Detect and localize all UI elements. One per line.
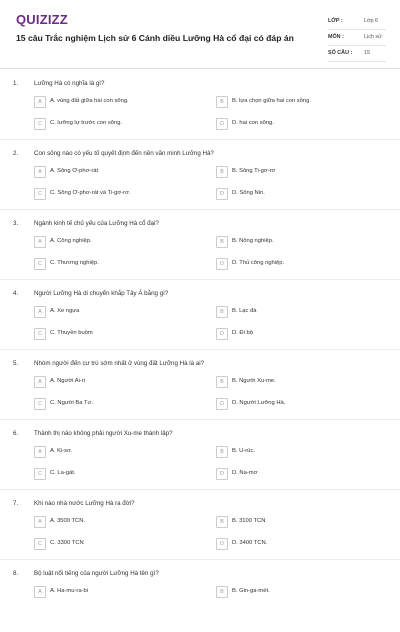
meta-value: Lịch sử <box>364 34 382 40</box>
question-number: 5. <box>13 360 19 367</box>
option-letter-box: D <box>216 328 228 340</box>
question-divider <box>0 209 400 210</box>
question-divider <box>0 559 400 560</box>
option-text: A. 3500 TCN. <box>50 518 86 524</box>
option-letter-box: A <box>34 236 46 248</box>
option-letter-box: A <box>34 306 46 318</box>
question-item <box>0 562 400 632</box>
option-text: B. Gin-ga-mét. <box>232 588 270 594</box>
question-number: 8. <box>13 570 19 577</box>
option-text: C. La-gát. <box>50 470 76 476</box>
option-letter-box: D <box>216 188 228 200</box>
option-letter-box: C <box>34 538 46 550</box>
worksheet-header <box>0 0 400 70</box>
option-text: B. Nông nghiệp. <box>232 238 274 244</box>
option-text: C. lưỡng lự trước con sông. <box>50 120 123 126</box>
option-letter-box: B <box>216 96 228 108</box>
question-text: Khi nào nhà nước Lưỡng Hà ra đời? <box>34 500 135 507</box>
option-letter-box: B <box>216 586 228 598</box>
option-text: D. hai con sông. <box>232 120 274 126</box>
question-divider <box>0 419 400 420</box>
question-item <box>0 422 400 492</box>
option-text: A. vùng đất giữa hai con sông. <box>50 98 129 104</box>
option-text: B. Lạc đà <box>232 308 257 314</box>
meta-value: Lớp 6 <box>364 18 379 24</box>
question-item <box>0 212 400 282</box>
question-number: 1. <box>13 80 19 87</box>
option-text: D. Na-mơ <box>232 470 258 476</box>
option-letter-box: A <box>34 96 46 108</box>
question-text: Nhóm người đến cư trú sớm nhất ở vùng đất Lưỡng Hà là ai? <box>34 360 205 367</box>
meta-label: MÔN : <box>328 34 344 40</box>
meta-label: LỚP : <box>328 18 343 24</box>
question-text: Ngành kinh tế chủ yếu của Lưỡng Hà cổ đại? <box>34 220 159 227</box>
option-text: D. Đi bộ <box>232 330 253 336</box>
page-title: 15 câu Trắc nghiệm Lịch sử 6 Cánh diều Lưỡng Hà cổ đại có đáp án <box>16 33 294 43</box>
option-letter-box: B <box>216 306 228 318</box>
question-text: Bộ luật nổi tiếng của người Lưỡng Hà tên gì? <box>34 570 159 577</box>
option-text: B. 3100 TCN <box>232 518 266 524</box>
option-text: A. Công nghiệp. <box>50 238 92 244</box>
option-letter-box: C <box>34 468 46 480</box>
question-text: Con sông nào có yếu tố quyết định đến nền văn minh Lưỡng Hà? <box>34 150 214 157</box>
option-letter-box: D <box>216 118 228 130</box>
option-letter-box: D <box>216 538 228 550</box>
option-text: C. Thuyền buồm <box>50 330 93 336</box>
option-text: D. Sông Nin. <box>232 190 265 196</box>
option-text: B. Người Xu-me. <box>232 378 276 384</box>
meta-label: SỐ CÂU : <box>328 50 353 56</box>
question-text: Lưỡng Hà có nghĩa là gì? <box>34 80 105 87</box>
option-text: A. Ha-mu-ra-bi <box>50 588 89 594</box>
option-letter-box: A <box>34 376 46 388</box>
option-text: B. Sông Ti-gơ-rơ <box>232 168 276 174</box>
option-text: C. Thương nghiệp. <box>50 260 99 266</box>
option-letter-box: A <box>34 446 46 458</box>
question-item <box>0 72 400 142</box>
meta-info <box>328 14 386 62</box>
question-divider <box>0 279 400 280</box>
option-text: A. Ki-sơ. <box>50 448 73 454</box>
option-text: A. Người Ai-ri <box>50 378 86 384</box>
question-item <box>0 282 400 352</box>
question-item <box>0 142 400 212</box>
question-text: Người Lưỡng Hà di chuyển khắp Tây Á bằng gì? <box>34 290 169 297</box>
option-text: B. U-rúc. <box>232 448 255 454</box>
meta-row-subject <box>328 30 386 46</box>
question-divider <box>0 489 400 490</box>
question-item <box>0 492 400 562</box>
option-letter-box: A <box>34 516 46 528</box>
question-divider <box>0 349 400 350</box>
option-letter-box: C <box>34 258 46 270</box>
option-letter-box: C <box>34 328 46 340</box>
option-text: C. Sông Ơ-phơ-rát và Ti-gơ-rơ. <box>50 190 131 196</box>
option-text: D. 3400 TCN. <box>232 540 268 546</box>
option-text: B. lựa chọn giữa hai con sông. <box>232 98 311 104</box>
option-text: A. Sông Ơ-phơ-rát <box>50 168 99 174</box>
question-text: Thành thị nào không phải người Xu-me thành lập? <box>34 430 173 437</box>
meta-value: 15 <box>364 50 370 56</box>
meta-row-count <box>328 46 386 62</box>
question-number: 4. <box>13 290 19 297</box>
option-letter-box: C <box>34 188 46 200</box>
question-divider <box>0 139 400 140</box>
option-letter-box: C <box>34 118 46 130</box>
option-letter-box: B <box>216 516 228 528</box>
header-divider <box>0 68 400 69</box>
question-number: 6. <box>13 430 19 437</box>
quizizz-logo: QUIZIZZ <box>16 12 68 27</box>
option-text: A. Xe ngựa <box>50 308 80 314</box>
question-number: 2. <box>13 150 19 157</box>
meta-row-class <box>328 14 386 30</box>
option-text: C. 3300 TCN <box>50 540 84 546</box>
question-item <box>0 352 400 422</box>
option-letter-box: C <box>34 398 46 410</box>
option-letter-box: A <box>34 166 46 178</box>
option-text: D. Thủ công nghiệp. <box>232 260 285 266</box>
option-letter-box: D <box>216 258 228 270</box>
option-text: D. Người Lưỡng Hà. <box>232 400 286 406</box>
option-letter-box: D <box>216 398 228 410</box>
option-letter-box: B <box>216 166 228 178</box>
question-list <box>0 72 400 632</box>
option-text: C. Người Ba Tư. <box>50 400 94 406</box>
option-letter-box: A <box>34 586 46 598</box>
option-letter-box: B <box>216 446 228 458</box>
option-letter-box: B <box>216 376 228 388</box>
option-letter-box: D <box>216 468 228 480</box>
question-number: 3. <box>13 220 19 227</box>
question-number: 7. <box>13 500 19 507</box>
option-letter-box: B <box>216 236 228 248</box>
